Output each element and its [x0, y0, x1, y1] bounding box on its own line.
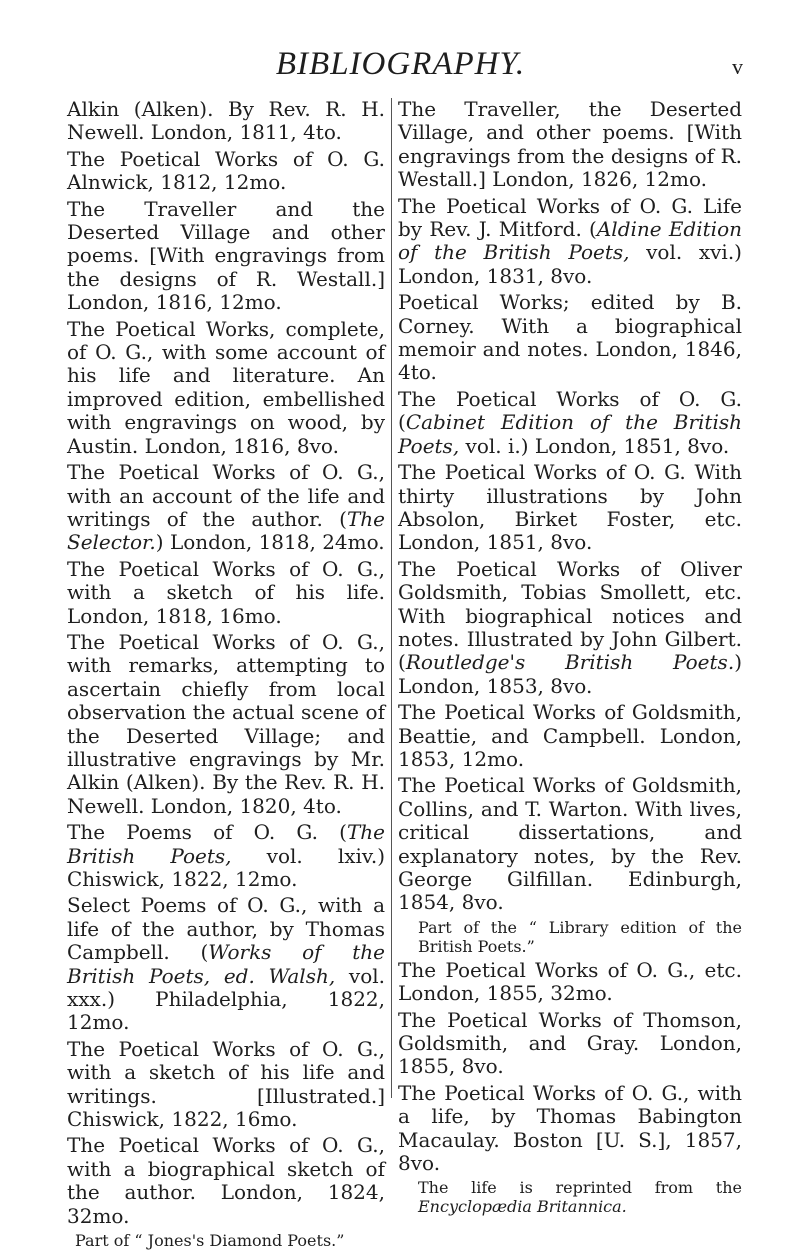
bibliography-entry: The Poetical Works of O. G., with remarks, attempting to ascertain chiefly from local observation the actual scene of the Deserted Village; and illustrative engravings by Mr. Alkin (Alken). By the Rev. R. H. Newell. London, 1820, 4to. [67, 629, 385, 818]
entry-text: ) London, 1853, 8vo. [398, 650, 742, 698]
running-title: BIBLIOGRAPHY. [275, 46, 526, 82]
bibliography-entry: The Poetical Works of O. G., with a sketch of his life and writings. [Illustrated.] Chiswick, 1822, 16mo. [67, 1036, 385, 1132]
bibliography-entry: The Poetical Works of Thomson, Goldsmith, and Gray. London, 1855, 8vo. [398, 1007, 742, 1079]
bibliography-entry: The Poetical Works of O. G. Alnwick, 1812, 12mo. [67, 146, 385, 195]
bibliography-entry: The Poetical Works of Goldsmith, Beattie, and Campbell. London, 1853, 12mo. [398, 700, 742, 771]
column-divider [391, 98, 392, 1098]
page-header [0, 40, 801, 90]
series-title: Aldine Edition of the British Poets, [398, 217, 742, 265]
entry-text: The Poetical Works of O. G. ( [398, 386, 742, 435]
entry-text: vol. xvi.) London, 1831, 8vo. [398, 240, 742, 288]
note-text: The life is reprinted from the [418, 1178, 742, 1198]
left-column [67, 98, 385, 1253]
bibliography-entry: The Poetical Works of O. G., with a life, by Thomas Babington Macaulay. Boston [U. S.], 1857, 8vo. [398, 1080, 742, 1176]
bibliography-entry [67, 461, 385, 555]
bibliography-entry: The Poetical Works of Goldsmith, Collins, and T. Warton. With lives, critical dissertations, and explanatory notes, by the Rev. George Gilfillan. Edinburgh, 1854, 8vo. [398, 773, 742, 915]
bibliography-entry: The Traveller and the Deserted Village and other poems. [With engravings from the designs of R. Westall.] London, 1816, 12mo. [67, 196, 385, 315]
page-number: v [732, 54, 743, 79]
entry-note [418, 1178, 742, 1216]
bibliography-entry: Alkin (Alken). By Rev. R. H. Newell. London, 1811, 4to. [67, 97, 385, 145]
series-title: The Selector. [67, 506, 385, 555]
bibliography-entry: The Poetical Works of O. G., etc. London, 1855, 32mo. [398, 957, 742, 1006]
bibliography-entry [398, 388, 742, 458]
entry-text: The Poetical Works of O. G. Life by Rev. J. Mitford. ( [398, 193, 742, 242]
bibliography-entry: The Poetical Works of O. G., with a sketch of his life. London, 1818, 16mo. [67, 556, 385, 628]
series-title: Routledge's British Poets. [405, 650, 735, 675]
bibliography-entry [67, 894, 385, 1034]
entry-note: Part of the “ Library edition of the British Poets.” [418, 917, 742, 956]
entry-text: The Poems of O. G. ( [67, 820, 347, 845]
entry-note: Part of “ Jones's Diamond Poets.” [75, 1231, 345, 1251]
entry-text: vol. lxiv.) Chiswick, 1822, 12mo. [67, 843, 385, 891]
entry-text: Select Poems of O. G., with a life of the author, by Thomas Campbell. ( [67, 893, 385, 965]
entry-text: The Poetical Works of O. G., with an account of the life and writings of the author. ( [67, 460, 385, 531]
bibliography-entry: The Poetical Works of O. G., with a biographical sketch of the author. London, 1824, 32mo. [67, 1133, 385, 1228]
bibliography-entry: The Poetical Works, complete, of O. G., with some account of his life and literature. An improved edition, embellished with engravings on wood, by Austin. London, 1816, 8vo. [67, 316, 385, 458]
bibliography-entry [398, 195, 742, 289]
series-title: Cabinet Edition of the British Poets, [398, 410, 742, 458]
entry-text: vol. i.) London, 1851, 8vo. [459, 433, 730, 458]
series-title: Works of the British Poets, ed. Walsh, [67, 940, 385, 988]
bibliography-entry: The Traveller, the Deserted Village, and other poems. [With engravings from the designs of R. Westall.] London, 1826, 12mo. [398, 97, 742, 192]
entry-text: vol. xxx.) Philadelphia, 1822, 12mo. [67, 963, 386, 1035]
bibliography-entry: Poetical Works; edited by B. Corney. With a biographical memoir and notes. London, 1846, 4to. [398, 290, 742, 385]
entry-text: The Poetical Works of Oliver Goldsmith, Tobias Smollett, etc. With biographical notices and notes. Illustrated by John Gilbert. ( [398, 556, 742, 675]
series-title: The British Poets, [67, 820, 385, 868]
bibliography-entry [398, 558, 742, 698]
note-source-title: Encyclopædia Britannica. [418, 1197, 627, 1217]
bibliography-entry: The Poetical Works of O. G. With thirty illustrations by John Absolon, Birket Foster, etc. London, 1851, 8vo. [398, 460, 742, 555]
entry-text: ) London, 1818, 24mo. [155, 530, 385, 555]
bibliography-entry [67, 821, 385, 891]
right-column [398, 98, 742, 1219]
